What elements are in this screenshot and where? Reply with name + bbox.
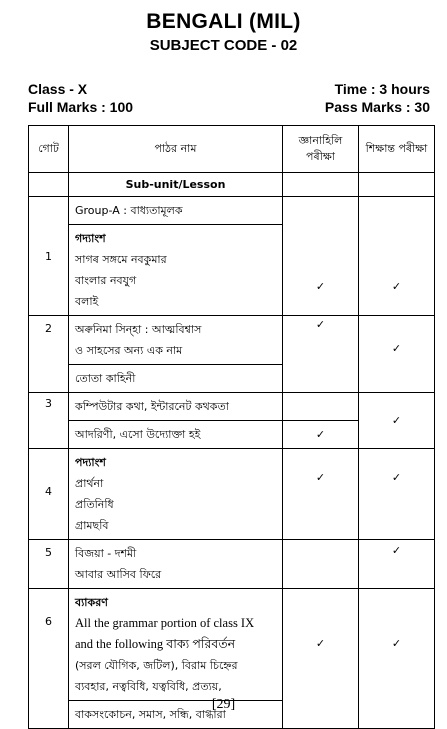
lesson-item: and the following বাক্য পরিবর্তন [75, 637, 236, 651]
lesson-item: সাগৰ সঙ্গমে নবকুমার [75, 253, 167, 266]
lesson-item: আদরিণী, এসো উদ্যোক্তা হই [69, 421, 283, 449]
table-row [29, 197, 435, 225]
lesson-item: আবার আসিব ফিরে [75, 568, 162, 581]
tick-mark: ✓ [359, 316, 435, 393]
tick-mark: ✓ [283, 197, 359, 316]
syllabus-table [28, 125, 435, 729]
full-marks: Full Marks : 100 [28, 99, 134, 115]
tick-mark: ✓ [359, 540, 435, 589]
table-header-row [29, 126, 435, 173]
page-title: BENGALI (MIL) [146, 10, 301, 33]
section-heading: গদ্যাংশ [75, 232, 106, 245]
lesson-item: প্রতিনিধি [75, 498, 114, 511]
tick-mark: ✓ [359, 449, 435, 540]
unit-number: 3 [29, 393, 69, 449]
subunit-header-row [29, 173, 435, 197]
tick-mark: ✓ [283, 449, 359, 540]
tick-mark: ✓ [359, 393, 435, 449]
subunit-header: Sub-unit/Lesson [69, 173, 283, 197]
header-summative: শিক্ষান্ত পৰীক্ষা [359, 126, 435, 173]
lesson-item: অৰুনিমা সিন্হা : আত্মবিশ্বাস [75, 323, 202, 336]
unit-number: 4 [29, 449, 69, 540]
lesson-item: বাংলার নবযুগ [75, 274, 137, 287]
tick-mark: ✓ [359, 589, 435, 729]
class-label: Class - X [28, 81, 88, 97]
group-a-label: Group-A : বাধ্যতামূলক [69, 197, 283, 225]
lesson-item: (সরল যৌগিক, জটিল), বিরাম চিহ্নের [75, 659, 238, 672]
unit6-lessons [69, 589, 283, 701]
unit-number: 6 [29, 589, 69, 729]
lesson-item: All the grammar portion of class IX [75, 616, 255, 630]
table-row [29, 449, 435, 540]
unit1-lessons [69, 225, 283, 316]
tick-mark: ✓ [359, 197, 435, 316]
unit5-lessons [69, 540, 283, 589]
table-row [29, 589, 435, 701]
tick-mark: ✓ [283, 316, 359, 393]
unit4-lessons [69, 449, 283, 540]
tick-mark: ✓ [283, 421, 359, 449]
lesson-item: প্রার্থনা [75, 477, 104, 490]
unit-number: 5 [29, 540, 69, 589]
lesson-item: কম্পিউটার কথা, ইন্টারনেট কথকতা [69, 393, 283, 421]
lesson-item: তোতা কাহিনী [69, 365, 283, 393]
header-lesson: পাঠর নাম [69, 126, 283, 173]
header-formative: জ্ঞানাহিলি পৰীক্ষা [283, 126, 359, 173]
header-unit: গোট [29, 126, 69, 173]
time-label: Time : 3 hours [334, 81, 430, 97]
page-number: [29] [211, 697, 236, 712]
unit2-lessons [69, 316, 283, 365]
lesson-item: ব্যবহার, নত্ববিধি, যত্ববিধি, প্রত্যয়, [75, 680, 222, 693]
lesson-item: ও সাহসের অন্য এক নাম [75, 344, 183, 357]
lesson-item: বলাই [75, 295, 99, 308]
tick-mark: ✓ [283, 589, 359, 729]
table-row [29, 393, 435, 421]
lesson-item: বিজয়া - দশমী [75, 547, 137, 560]
section-heading: পদ্যাংশ [75, 456, 106, 469]
table-row [29, 316, 435, 365]
unit-number: 2 [29, 316, 69, 393]
lesson-item: গ্রামছবি [75, 519, 109, 532]
table-row [29, 540, 435, 589]
subject-code: SUBJECT CODE - 02 [149, 37, 298, 54]
lesson-item: বাকসংকোচন, সমাস, সন্ধি, বাগ্ধারা [69, 701, 283, 729]
section-heading: ব্যাকরণ [75, 596, 108, 609]
unit-number: 1 [29, 197, 69, 316]
pass-marks: Pass Marks : 30 [324, 99, 430, 115]
